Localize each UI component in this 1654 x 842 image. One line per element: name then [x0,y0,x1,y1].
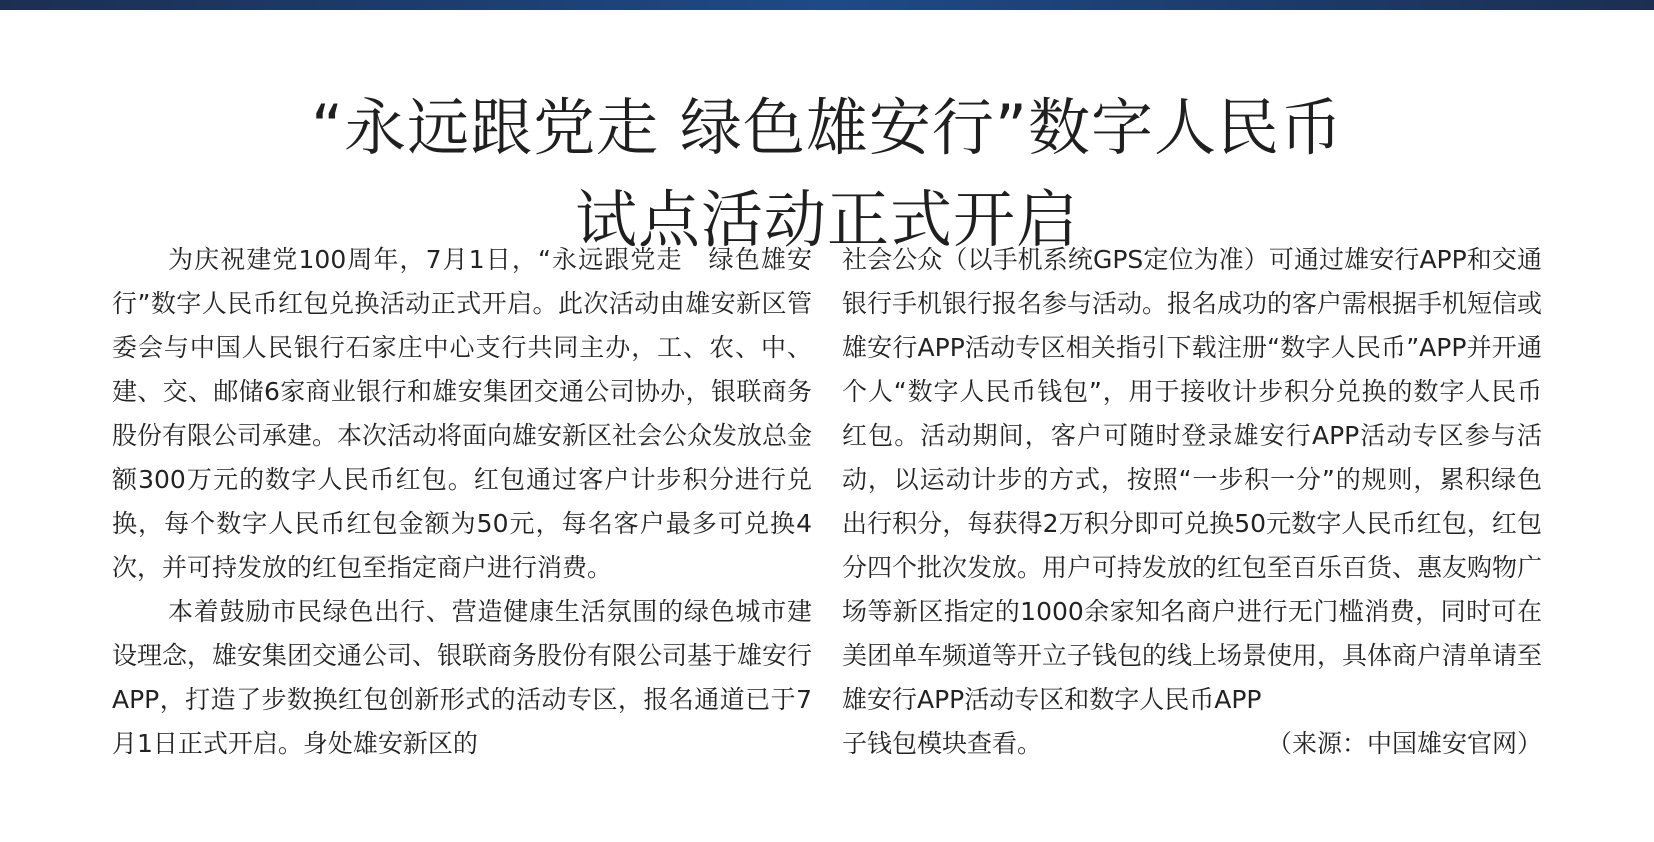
article-closing-text: 子钱包模块查看。 [842,729,1043,758]
article-column-right [842,238,1542,766]
article-paragraph-1: 为庆祝建党100周年，7月1日，“永远跟党走 绿色雄安行”数字人民币红包兑换活动正式开启。此次活动由雄安新区管委会与中国人民银行石家庄中心支行共同主办，工、农、中、建、交、邮储6家商业银行和雄安集团交通公司协办，银联商务股份有限公司承建。本次活动将面向雄安新区社会公众发放总金额300万元的数字人民币红包。红包通过客户计步积分进行兑换，每个数字人民币红包金额为50元，每名客户最多可兑换4次，并可持发放的红包至指定商户进行消费。 [112,245,813,582]
article-paragraph-2: 本着鼓励市民绿色出行、营造健康生活氛围的绿色城市建设理念，雄安集团交通公司、银联商务股份有限公司基于雄安行APP，打造了步数换红包创新形式的活动专区，报名通道已于7月1日正式开启。身处雄安新区的 [112,597,813,758]
article-column-left [112,238,812,766]
top-banner-bar [0,0,1654,10]
headline-line-1: “永远跟党走 绿色雄安行”数字人民币 [311,90,1343,164]
source-attribution: （来源：中国雄安官网） [1266,729,1542,758]
article-paragraph-2-continued: 社会公众（以手机系统GPS定位为准）可通过雄安行APP和交通银行手机银行报名参与活动。报名成功的客户需根据手机短信或雄安行APP活动专区相关指引下载注册“数字人民币”APP并开通个人“数字人民币钱包”，用于接收计步积分兑换的数字人民币红包。活动期间，客户可随时登录雄安行APP活动专区参与活动，以运动计步的方式，按照“一步积一分”的规则，累积绿色出行积分，每获得2万积分即可兑换50元数字人民币红包，红包分四个批次发放。用户可持发放的红包至百乐百货、惠友购物广场等新区指定的1000余家知名商户进行无门槛消费，同时可在美团单车频道等开立子钱包的线上场景使用，具体商户清单请至雄安行APP活动专区和数字人民币APP [842,245,1543,714]
headline-line-2: 试点活动正式开启 [574,182,1079,256]
article-closing-line [842,722,1542,766]
